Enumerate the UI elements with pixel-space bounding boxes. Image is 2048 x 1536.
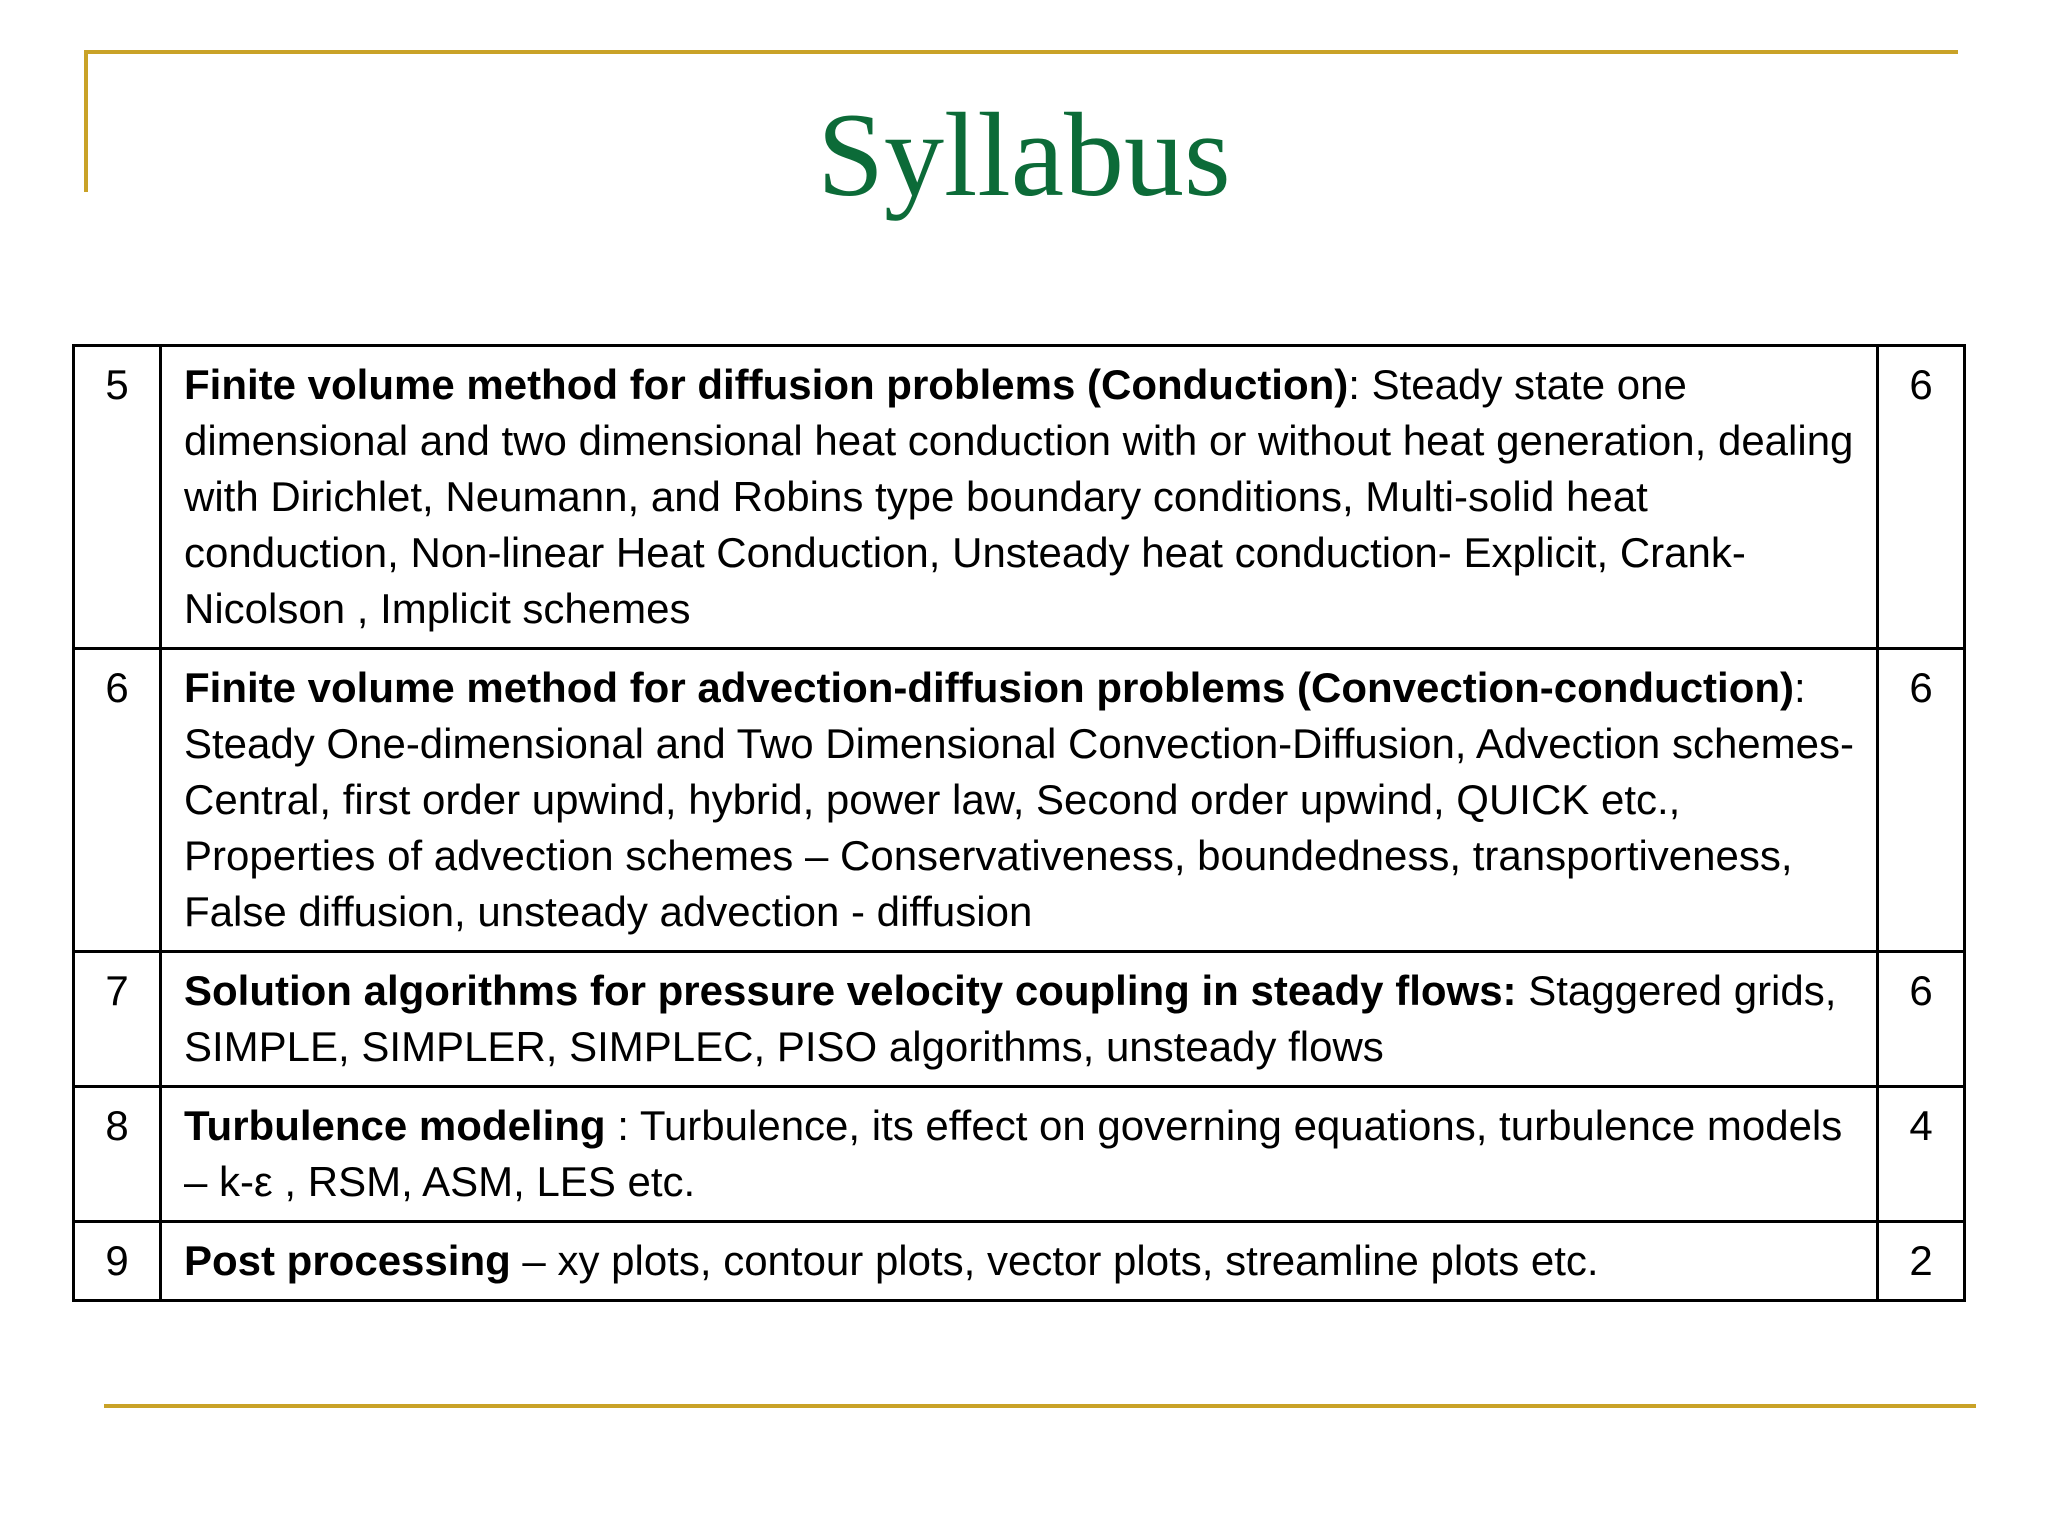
row-number: 5 (74, 346, 161, 649)
topic-heading: Post processing (184, 1237, 511, 1284)
row-hours: 6 (1878, 649, 1965, 952)
table-row (74, 649, 1965, 952)
topic-separator: – (510, 1237, 558, 1284)
topic-heading: Turbulence modeling (184, 1102, 606, 1149)
topic-heading: Solution algorithms for pressure velocity coupling in steady flows: (184, 967, 1517, 1014)
slide-title: Syllabus (817, 88, 1231, 221)
topic-heading: Finite volume method for advection-diffusion problems (Convection-conduction) (184, 664, 1795, 711)
topic-separator: : (1348, 361, 1372, 408)
row-hours: 6 (1878, 952, 1965, 1087)
row-topic (161, 649, 1878, 952)
row-number: 7 (74, 952, 161, 1087)
table-row (74, 1087, 1965, 1222)
table-row (74, 1222, 1965, 1301)
row-hours: 2 (1878, 1222, 1965, 1301)
topic-body: Steady One-dimensional and Two Dimensional Convection-Diffusion, Advection schemes-Central, first order upwind, hybrid, power law, Second order upwind, QUICK etc., Properties of advection schemes – Conservativeness, boundedness, transportiveness, False diffusion, unsteady advection - diffusion (184, 720, 1854, 935)
topic-separator: : (605, 1102, 640, 1149)
row-number: 8 (74, 1087, 161, 1222)
table-row (74, 346, 1965, 649)
row-number: 6 (74, 649, 161, 952)
topic-body: Turbulence, its effect on governing equations, turbulence models – k-ε , RSM, ASM, LES etc. (184, 1102, 1843, 1205)
row-topic (161, 346, 1878, 649)
row-hours: 4 (1878, 1087, 1965, 1222)
topic-body: Steady state one dimensional and two dimensional heat conduction with or without heat generation, dealing with Dirichlet, Neumann, and Robins type boundary conditions, Multi-solid heat conduction, Non-linear Heat Conduction, Unsteady heat conduction- Explicit, Crank-Nicolson , Implicit schemes (184, 361, 1854, 632)
frame-bottom-rule (104, 1404, 1976, 1408)
topic-separator: : (1794, 664, 1806, 711)
topic-separator (1517, 967, 1529, 1014)
topic-heading: Finite volume method for diffusion problems (Conduction) (184, 361, 1349, 408)
row-number: 9 (74, 1222, 161, 1301)
row-topic (161, 1087, 1878, 1222)
syllabus-table (72, 344, 1966, 1302)
table-row (74, 952, 1965, 1087)
row-hours: 6 (1878, 346, 1965, 649)
frame-top-rule (84, 50, 1958, 54)
row-topic (161, 1222, 1878, 1301)
topic-body: xy plots, contour plots, vector plots, streamline plots etc. (557, 1237, 1599, 1284)
topic-body: Staggered grids, SIMPLE, SIMPLER, SIMPLEC, PISO algorithms, unsteady flows (184, 967, 1837, 1070)
row-topic (161, 952, 1878, 1087)
